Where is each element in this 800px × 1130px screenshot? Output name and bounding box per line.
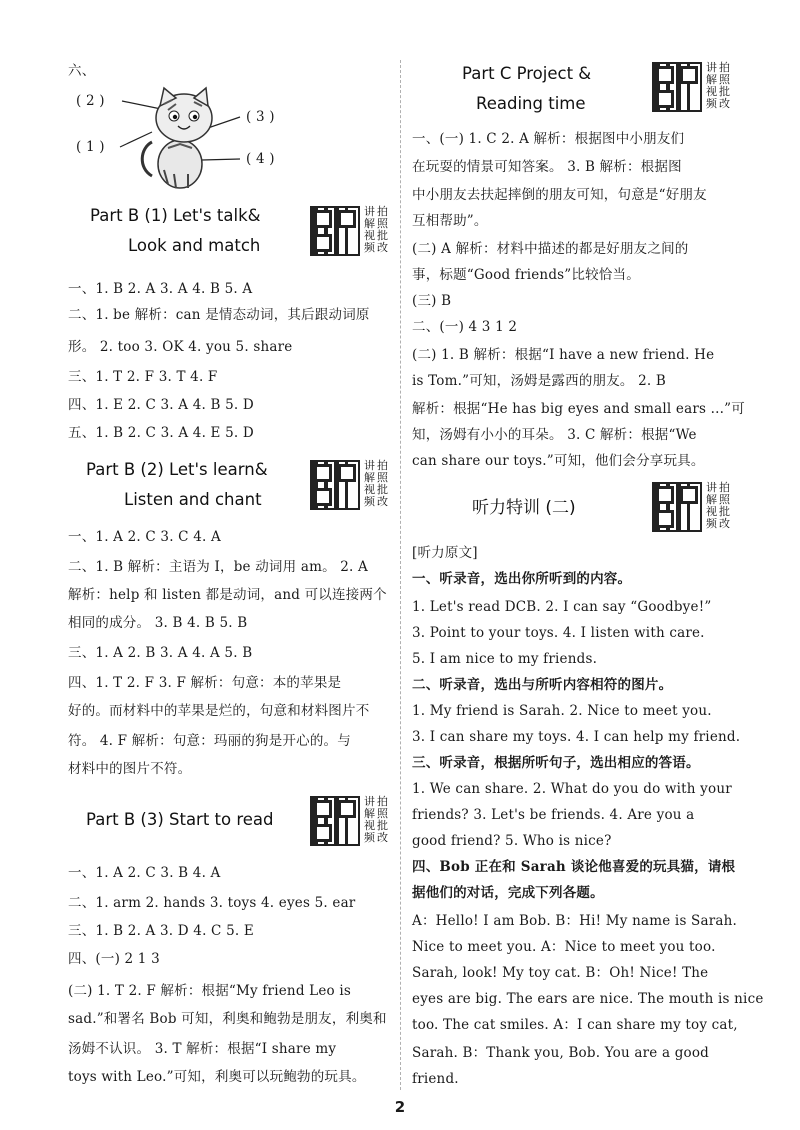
listening-line: 3. I can share my toys. 4. I can help my friend. <box>412 729 741 745</box>
qr-code-label: 讲拍解照视批频改 <box>706 481 732 530</box>
listening-line: 3. Point to your toys. 4. I listen with care. <box>412 625 705 641</box>
answer-line: 三、1. B 2. A 3. D 4. C 5. E <box>68 923 254 939</box>
answer-line: 知，汤姆有小小的耳朵。 3. C 解析：根据“We <box>412 427 697 443</box>
qr-code-image <box>310 460 360 510</box>
qr-code-image <box>310 206 360 256</box>
answer-line: 材料中的图片不符。 <box>68 761 192 777</box>
heading-part-c-line2: Reading time <box>476 94 586 113</box>
listening-line: 1. My friend is Sarah. 2. Nice to meet you. <box>412 703 712 719</box>
qr-code[interactable] <box>310 796 398 852</box>
answer-line: 二、1. be 解析：can 是情态动词，其后跟动词原 <box>68 307 370 323</box>
answer-line: 四、1. E 2. C 3. A 4. B 5. D <box>68 397 254 413</box>
heading-part-b1-line1: Part B (1) Let's talk& <box>90 206 261 225</box>
listening-section-heading: 据他们的对话，完成下列各题。 <box>412 885 604 901</box>
qr-code[interactable] <box>310 460 398 516</box>
answer-line: 一、1. B 2. A 3. A 4. B 5. A <box>68 281 253 297</box>
qr-code[interactable] <box>652 482 740 538</box>
heading-part-b2-line1: Part B (2) Let's learn& <box>86 460 268 479</box>
listening-line: Sarah, look! My toy cat. B：Oh! Nice! The <box>412 965 709 981</box>
cat-illustration <box>68 84 328 194</box>
cat-label-2: ( 2 ) <box>76 93 105 109</box>
listening-line: Sarah. B：Thank you, Bob. You are a good <box>412 1045 710 1061</box>
qr-code-label: 讲拍解照视批频改 <box>364 795 390 844</box>
answer-line: 二、(一) 4 3 1 2 <box>412 319 518 335</box>
answer-line: 符。 4. F 解析：句意：玛丽的狗是开心的。与 <box>68 733 351 749</box>
answer-line: 一、(一) 1. C 2. A 解析：根据图中小朋友们 <box>412 131 685 147</box>
answer-line: 解析：根据“He has big eyes and small ears ...”可 <box>412 401 745 417</box>
answer-line: 四、(一) 2 1 3 <box>68 951 160 967</box>
qr-code-label: 讲拍解照视批频改 <box>364 459 390 508</box>
qr-code[interactable] <box>310 206 398 262</box>
heading-part-b2-line2: Listen and chant <box>124 490 262 509</box>
listening-line: friend. <box>412 1071 459 1087</box>
heading-listening-training-2: 听力特训 (二) <box>472 498 576 518</box>
listening-line: eyes are big. The ears are nice. The mouth is nice <box>412 991 764 1007</box>
answer-line: 五、1. B 2. C 3. A 4. E 5. D <box>68 425 254 441</box>
heading-part-b3: Part B (3) Start to read <box>86 810 274 829</box>
listening-line: 5. I am nice to my friends. <box>412 651 598 667</box>
page-number: 2 <box>394 1098 406 1116</box>
qr-code-label: 讲拍解照视批频改 <box>706 61 732 110</box>
answer-line: (二) 1. B 解析：根据“I have a new friend. He <box>412 347 715 363</box>
answer-line: 好的。而材料中的苹果是烂的，句意和材料图片不 <box>68 703 370 719</box>
listening-line: too. The cat smiles. A：I can share my toy cat, <box>412 1017 738 1033</box>
answer-line: 互相帮助”。 <box>412 213 488 229</box>
answer-line: 形。 2. too 3. OK 4. you 5. share <box>68 339 293 355</box>
qr-code-image <box>652 482 702 532</box>
column-divider <box>400 60 401 1090</box>
answer-line: 三、1. A 2. B 3. A 4. A 5. B <box>68 645 253 661</box>
qr-code-image <box>310 796 360 846</box>
cat-label-1: ( 1 ) <box>76 139 105 155</box>
cat-drawing <box>68 84 328 194</box>
answer-line: is Tom.”可知，汤姆是露西的朋友。 2. B <box>412 373 666 389</box>
answer-line: 中小朋友去扶起摔倒的朋友可知，句意是“好朋友 <box>412 187 707 203</box>
listening-script-title: [听力原文] <box>412 545 478 561</box>
answer-line: 一、1. A 2. C 3. C 4. A <box>68 529 221 545</box>
cat-label-4: ( 4 ) <box>246 151 275 167</box>
answer-line: sad.”和署名 Bob 可知，利奥和鲍勃是朋友，利奥和 <box>68 1011 387 1027</box>
answer-line: (二) A 解析：材料中描述的都是好朋友之间的 <box>412 241 689 257</box>
qr-code-image <box>652 62 702 112</box>
answer-line: 汤姆不认识。 3. T 解析：根据“I share my <box>68 1041 337 1057</box>
listening-line: Nice to meet you. A：Nice to meet you too. <box>412 939 716 955</box>
answer-line: 二、1. arm 2. hands 3. toys 4. eyes 5. ear <box>68 895 356 911</box>
listening-section-heading: 三、听录音，根据所听句子，选出相应的答语。 <box>412 755 700 771</box>
answer-line: 三、1. T 2. F 3. T 4. F <box>68 369 218 385</box>
answer-line: 四、1. T 2. F 3. F 解析：句意：本的苹果是 <box>68 675 342 691</box>
qr-code-label: 讲拍解照视批频改 <box>364 205 390 254</box>
answer-line: 二、1. B 解析：主语为 I，be 动词用 am。 2. A <box>68 559 368 575</box>
cat-label-3: ( 3 ) <box>246 109 275 125</box>
answer-line: toys with Leo.”可知，利奥可以玩鲍勃的玩具。 <box>68 1069 366 1085</box>
answer-line: can share our toys.”可知，他们会分享玩具。 <box>412 453 705 469</box>
listening-section-heading: 一、听录音，选出你所听到的内容。 <box>412 571 632 587</box>
answer-line: (三) B <box>412 293 452 309</box>
section-six-title: 六、 <box>68 63 96 79</box>
answer-line: 相同的成分。 3. B 4. B 5. B <box>68 615 248 631</box>
heading-part-c-line1: Part C Project & <box>462 64 592 83</box>
listening-line: friends? 3. Let's be friends. 4. Are you a <box>412 807 695 823</box>
listening-section-heading: 二、听录音，选出与所听内容相符的图片。 <box>412 677 673 693</box>
heading-part-b1-line2: Look and match <box>128 236 261 255</box>
answer-line: 在玩耍的情景可知答案。 3. B 解析：根据图 <box>412 159 682 175</box>
listening-line: 1. We can share. 2. What do you do with your <box>412 781 732 797</box>
answer-line: 一、1. A 2. C 3. B 4. A <box>68 865 221 881</box>
listening-line: 1. Let's read DCB. 2. I can say “Goodbye!” <box>412 599 712 615</box>
answer-line: 事，标题“Good friends”比较恰当。 <box>412 267 640 283</box>
qr-code[interactable] <box>652 62 740 118</box>
answer-line: (二) 1. T 2. F 解析：根据“My friend Leo is <box>68 983 351 999</box>
listening-line: A：Hello! I am Bob. B：Hi! My name is Sarah. <box>412 913 738 929</box>
listening-line: good friend? 5. Who is nice? <box>412 833 612 849</box>
answer-line: 解析：help 和 listen 都是动词，and 可以连接两个 <box>68 587 387 603</box>
listening-section-heading: 四、Bob 正在和 Sarah 谈论他喜爱的玩具猫，请根 <box>412 859 736 875</box>
